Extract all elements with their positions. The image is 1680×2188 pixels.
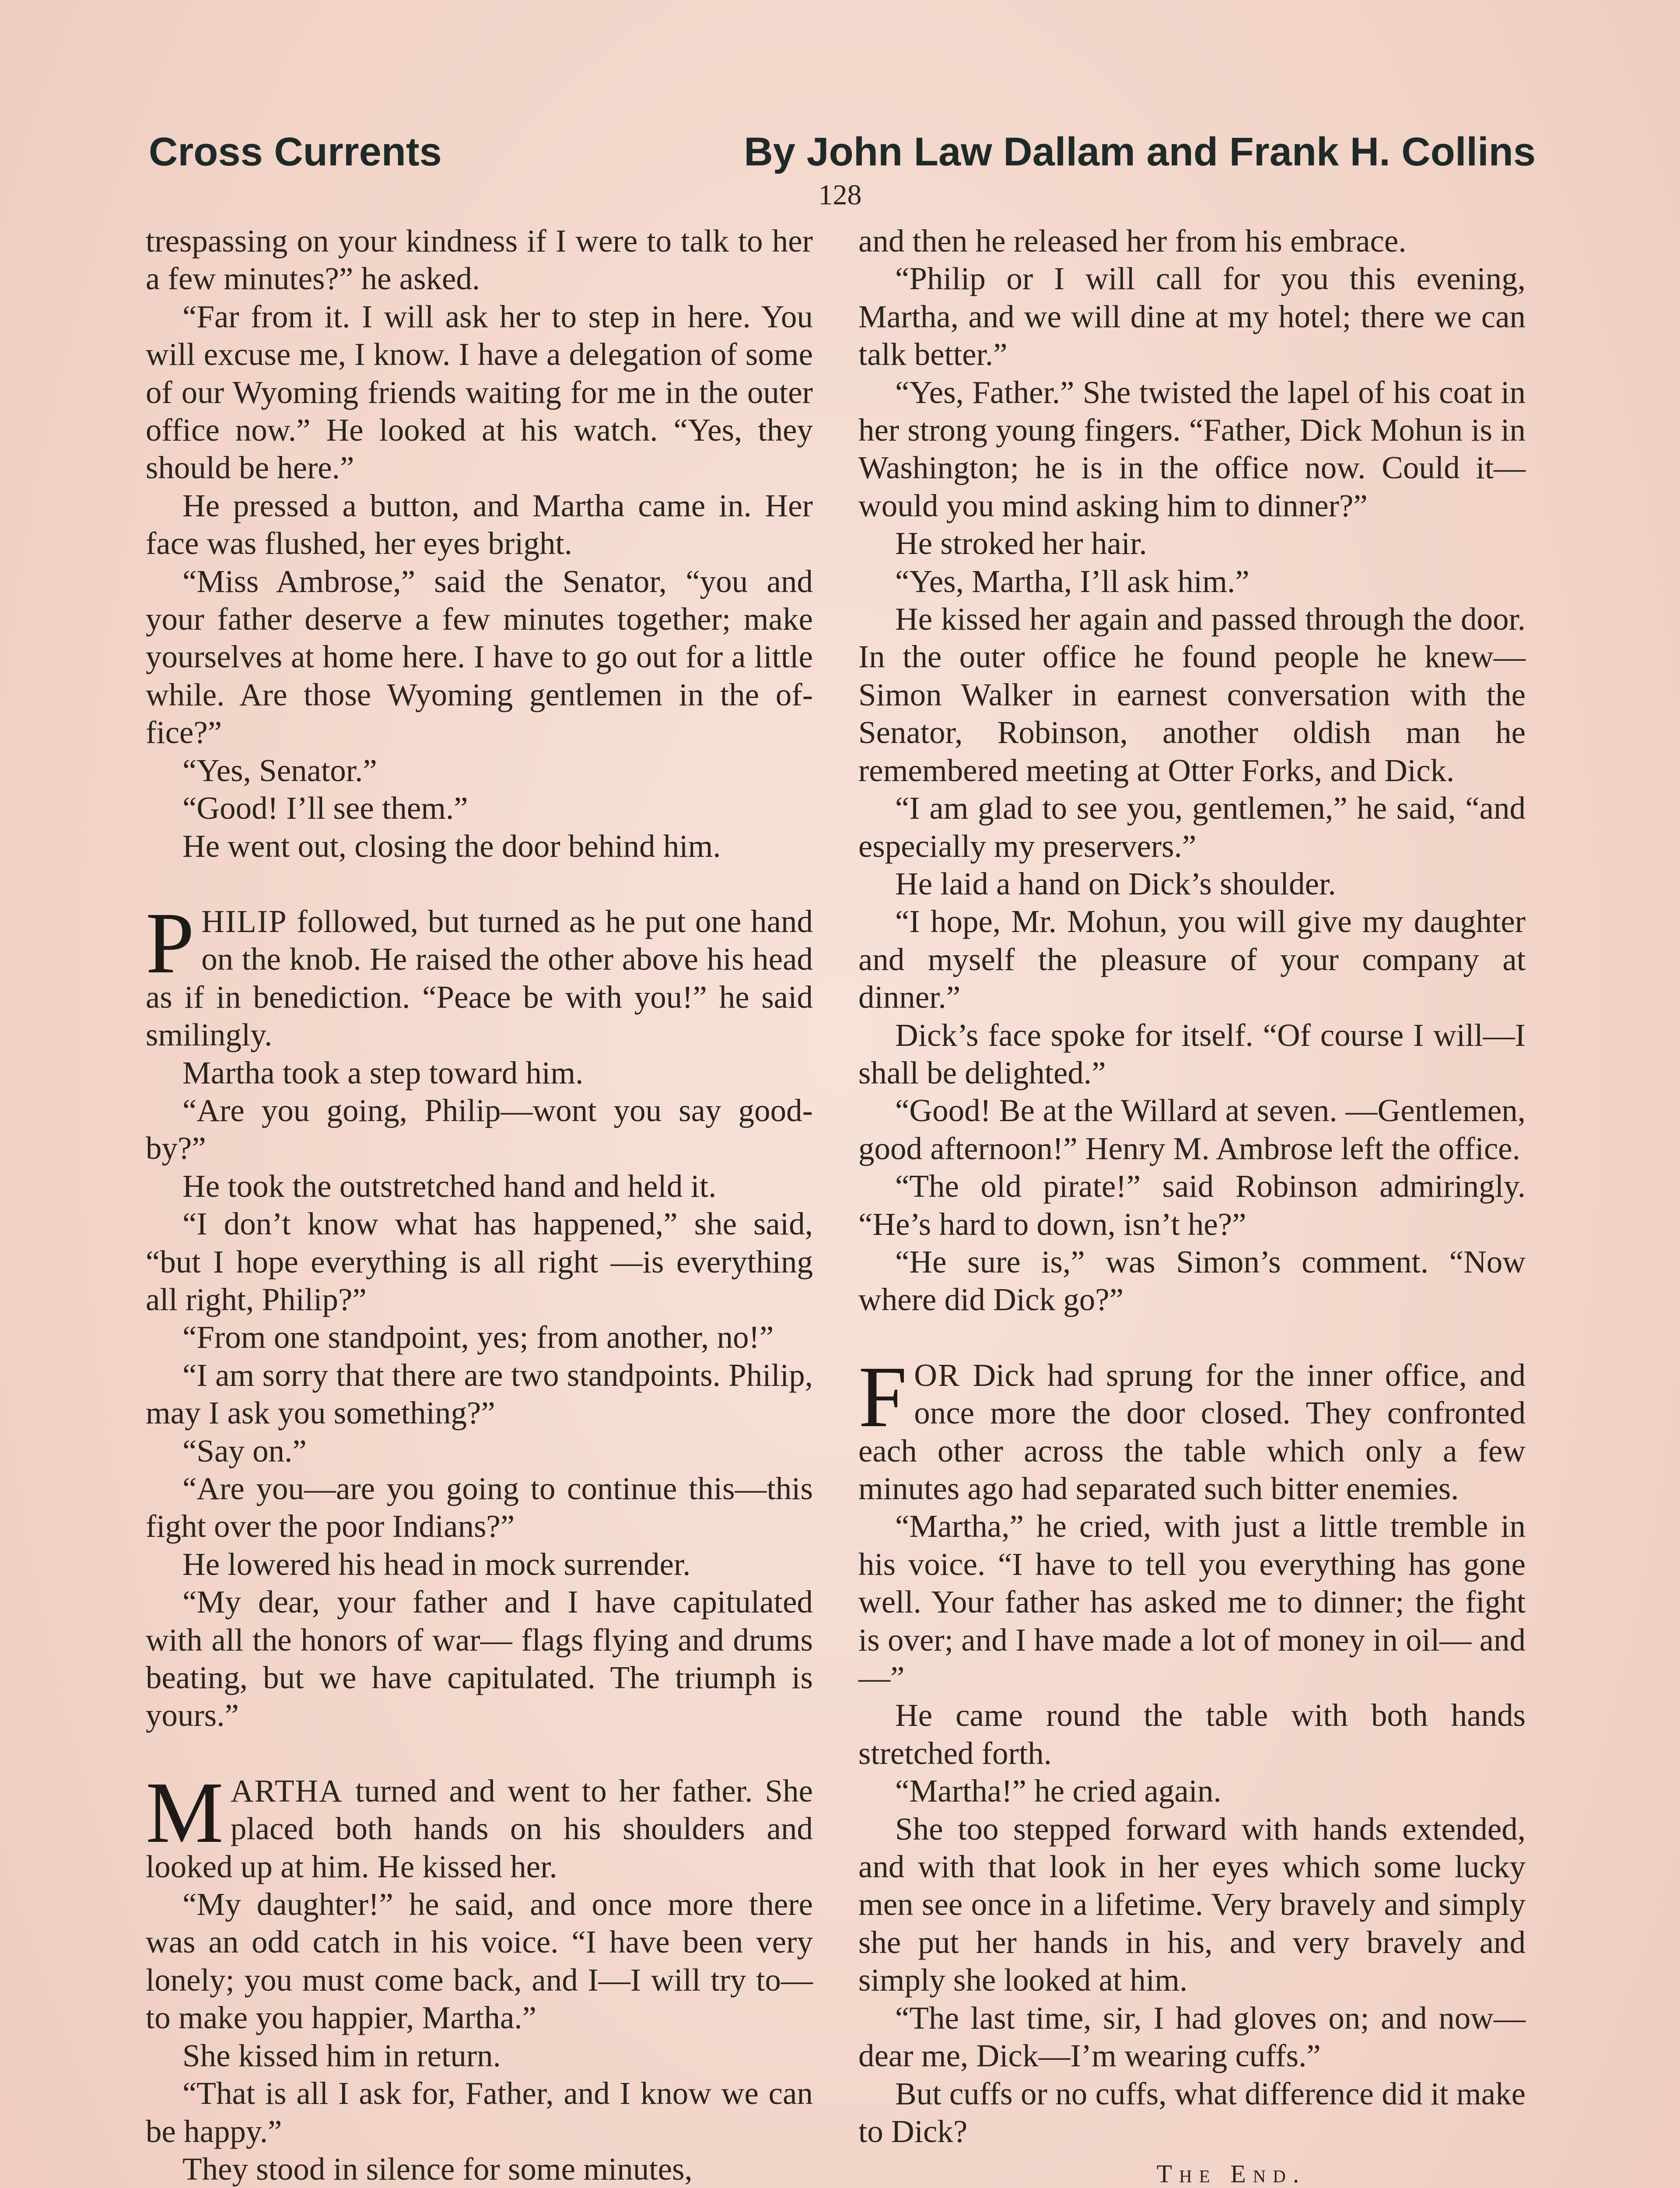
paragraph: “I don’t know what has happened,” she said, “but I hope everything is all right —is everything all right, Philip?” (146, 1206, 813, 1317)
paragraph: “Martha,” he cried, with just a little tremble in his voice. “I have to tell you everything has gone well. Your father has asked me to dinner; the fight is over; and I have made a lot of money in oil— and—” (858, 1508, 1526, 1696)
paragraph: “Far from it. I will ask her to step in here. You will excuse me, I know. I have a delegation of some of our Wyoming friends waiting for me in the outer office now.” He looked at his watch. “Yes, they should be here.” (146, 298, 813, 486)
paragraph: Dick’s face spoke for itself. “Of course I will—I shall be delighted.” (858, 1017, 1526, 1090)
paragraph: He came round the table with both hands stretched forth. (858, 1697, 1526, 1771)
paragraph-text: Dick had sprung for the inner office, and once more the door closed. They confronted each other across the table which only a few minutes ago had separated such bitter enemies. (858, 1357, 1526, 1506)
drop-cap: P (146, 894, 195, 992)
paragraph: She too stepped forward with hands extended, and with that look in her eyes which some lucky men see once in a lifetime. Very bravely and simply she put her hands in his, and very bravely and simply she looked at him. (858, 1811, 1526, 1998)
paragraph: “Are you going, Philip—wont you say good-by?” (146, 1092, 813, 1166)
paragraph-text: turned and went to her father. She placed both hands on his shoulders and looked up at him. He kissed her. (146, 1773, 813, 1884)
paragraph: “My daughter!” he said, and once more there was an odd catch in his voice. “I have been very lonely; you must come back, and I—I will try to—to make you happier, Martha.” (146, 1886, 813, 2036)
lead-in: OR (914, 1357, 960, 1393)
paragraph: “I am glad to see you, gentlemen,” he said, “and especially my preservers.” (858, 790, 1526, 864)
page-number: 128 (818, 179, 862, 211)
paragraph: “Miss Ambrose,” said the Senator, “you and your father deserve a few minutes together; make yourselves at home here. I have to go out for a little while. Are those Wyoming gentlemen in the office?” (146, 563, 813, 750)
lead-in: ARTHA (230, 1773, 343, 1809)
byline: By John Law Dallam and Frank H. Collins (744, 130, 1536, 174)
drop-cap: F (858, 1348, 907, 1445)
paragraph: But cuffs or no cuffs, what difference did it make to Dick? (858, 2076, 1526, 2149)
running-head (149, 129, 1536, 186)
paragraph: “Are you—are you going to continue this—this fight over the poor Indians?” (146, 1471, 813, 1544)
paragraph: “My dear, your father and I have capitulated with all the honors of war— flags flying and drums beating, but we have capitulated. The triumph is yours.” (146, 1584, 813, 1733)
paragraph: trespassing on your kindness if I were to talk to her a few minutes?” he asked. (146, 223, 813, 297)
paragraph: He laid a hand on Dick’s shoulder. (895, 866, 1336, 901)
paragraph: He went out, closing the door behind him. (182, 828, 721, 864)
section-opening-paragraph (146, 1764, 813, 1886)
paragraph: They stood in silence for some minutes, (182, 2151, 693, 2187)
paragraph: He stroked her hair. (895, 526, 1147, 561)
paragraph: “Yes, Senator.” (182, 752, 377, 788)
paragraph: “The old pirate!” said Robinson admiringly. “He’s hard to down, isn’t he?” (858, 1168, 1526, 1242)
paragraph: He lowered his head in mock surrender. (182, 1546, 691, 1582)
left-column (146, 222, 813, 2188)
section-break (146, 865, 813, 903)
story-title: Cross Currents (149, 130, 442, 174)
drop-cap: M (146, 1764, 224, 1861)
section-break (146, 1735, 813, 1772)
paragraph: “That is all I ask for, Father, and I know we can be happy.” (146, 2076, 813, 2149)
paragraph: “Good! I’ll see them.” (182, 790, 468, 826)
section-opening-paragraph (146, 894, 813, 1054)
right-column (858, 222, 1526, 2188)
paragraph: “Martha!” he cried again. (895, 1773, 1222, 1809)
paragraph: “Yes, Father.” She twisted the lapel of his coat in her strong young fingers. “Father, Dick Mohun is in Washington; he is in the office now. Could it—would you mind asking him to dinner?” (858, 374, 1526, 523)
paragraph: “Good! Be at the Willard at seven. —Gentlemen, good afternoon!” Henry M. Ambrose left the office. (858, 1093, 1526, 1166)
paragraph: “I am sorry that there are two standpoints. Philip, may I ask you something?” (146, 1357, 813, 1431)
paragraph: He pressed a button, and Martha came in. Her face was flushed, her eyes bright. (146, 487, 813, 561)
paragraph-text: followed, but turned as he put one hand on the knob. He raised the other above his head as if in benediction. “Peace be with you!” he said smilingly. (146, 903, 813, 1053)
paragraph: “Say on.” (182, 1433, 307, 1469)
paragraph: He kissed her again and passed through the door. In the outer office he found people he knew—Simon Walker in earnest conversation with the Senator, Robinson, another oldish man he remembered meeting at Otter Forks, and Dick. (858, 601, 1526, 788)
paragraph: “Yes, Martha, I’ll ask him.” (895, 563, 1250, 599)
paragraph: “The last time, sir, I had gloves on; and now—dear me, Dick—I’m wearing cuffs.” (858, 2000, 1526, 2074)
the-end-marker: The End. (1156, 2160, 1306, 2188)
paragraph: Martha took a step toward him. (182, 1055, 584, 1090)
paragraph: and then he released her from his embrace. (858, 223, 1407, 259)
paragraph: He took the outstretched hand and held it. (182, 1168, 717, 1204)
section-opening-paragraph (858, 1348, 1526, 1508)
lead-in: HILIP (201, 903, 287, 939)
paragraph: She kissed him in return. (182, 2037, 501, 2073)
paragraph: “Philip or I will call for you this evening, Martha, and we will dine at my hotel; there we can talk better.” (858, 261, 1526, 372)
paragraph: “From one standpoint, yes; from another, no!” (182, 1319, 774, 1355)
paragraph: “He sure is,” was Simon’s comment. “Now where did Dick go?” (858, 1244, 1526, 1318)
section-break (858, 1319, 1526, 1357)
paragraph: “I hope, Mr. Mohun, you will give my daughter and myself the pleasure of your company at dinner.” (858, 904, 1526, 1015)
